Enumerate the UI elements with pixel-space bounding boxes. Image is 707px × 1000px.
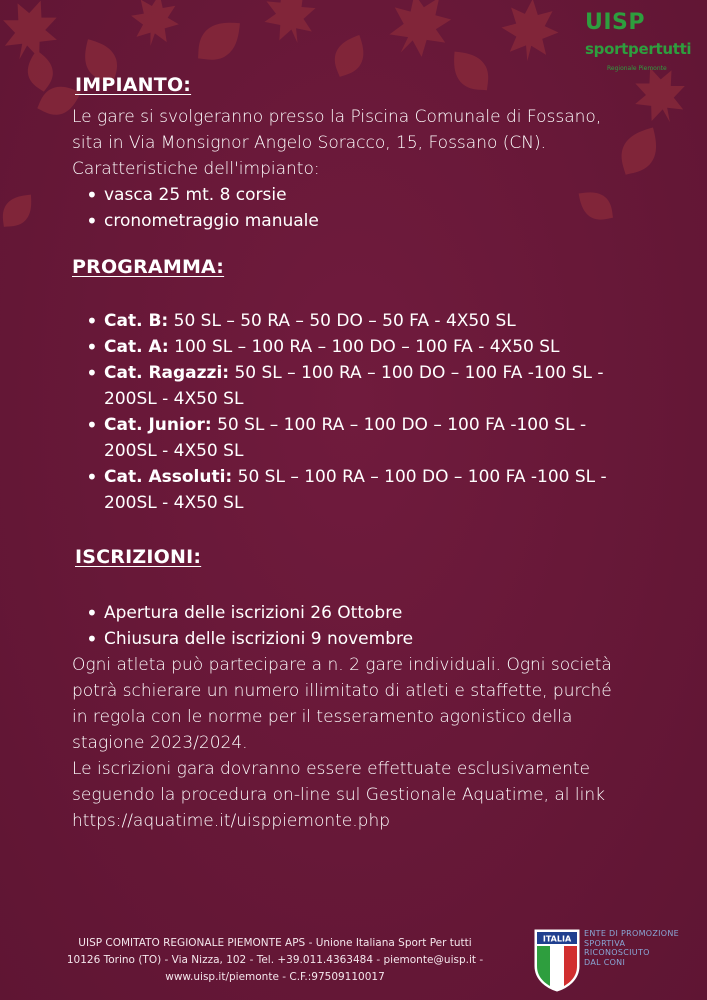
list-item: [104, 412, 662, 464]
iscrizioni-list: [72, 600, 662, 652]
iscrizioni-line: in regola con le norme per il tesseramento agonistico della: [72, 707, 573, 727]
iscrizioni-line: stagione 2023/2024.: [72, 733, 248, 753]
impianto-line-2: sita in Via Monsignor Angelo Soracco, 15, Fossano (CN).: [72, 133, 547, 153]
category-events: 50 SL – 50 RA – 50 DO – 50 FA - 4X50 SL: [168, 311, 516, 331]
coni-line-3: RICONOSCIUTO: [584, 948, 650, 957]
coni-line-2: SPORTIVA: [584, 938, 626, 948]
main-content: [72, 70, 662, 834]
category-events: 100 SL – 100 RA – 100 DO – 100 FA - 4X50 SL: [168, 337, 560, 357]
impianto-list: [72, 182, 662, 234]
category-label: Cat. A:: [104, 337, 169, 357]
list-item: • cronometraggio manuale: [104, 208, 662, 234]
iscrizioni-line: seguendo la procedura on-line sul Gestionale Aquatime, al link: [72, 785, 606, 805]
list-item: [104, 360, 662, 412]
category-label: Cat. Junior:: [104, 415, 212, 435]
logo-brand: UISP: [585, 10, 646, 35]
programma-heading: PROGRAMMA:: [72, 256, 225, 278]
category-label: Cat. B:: [104, 311, 169, 331]
iscrizioni-line: Le iscrizioni gara dovranno essere effettuate esclusivamente: [72, 759, 590, 779]
coni-line-1: ENTE DI PROMOZIONE: [584, 929, 680, 938]
category-events-cont: 200SL - 4X50 SL: [104, 441, 244, 461]
programma-list: [72, 308, 662, 516]
impianto-line-1: Le gare si svolgeranno presso la Piscina Comunale di Fossano,: [72, 107, 602, 127]
iscrizioni-heading: ISCRIZIONI:: [75, 546, 202, 568]
iscrizioni-line: potrà schierare un numero illimitato di atleti e staffette, purché: [72, 681, 612, 701]
list-item: [104, 334, 662, 360]
list-item: • vasca 25 mt. 8 corsie: [104, 182, 662, 208]
category-events: 50 SL – 100 RA – 100 DO – 100 FA -100 SL -: [232, 467, 607, 487]
footer-line-3: www.uisp.it/piemonte - C.F.:97509110017: [165, 971, 385, 983]
list-item: [104, 308, 662, 334]
iscrizioni-line: Ogni atleta può partecipare a n. 2 gare individuali. Ogni società: [72, 655, 612, 675]
impianto-line-3: Caratteristiche dell'impianto:: [72, 159, 320, 179]
category-events: 50 SL – 100 RA – 100 DO – 100 FA -100 SL -: [211, 415, 587, 435]
footer: [40, 935, 510, 986]
impianto-heading: IMPIANTO:: [75, 74, 192, 96]
list-item: • Apertura delle iscrizioni 26 Ottobre: [104, 600, 662, 626]
footer-line-1: UISP COMITATO REGIONALE PIEMONTE APS - Unione Italiana Sport Per tutti: [78, 937, 472, 949]
italia-shield-icon: [533, 928, 581, 992]
italia-badge-text: ITALIA: [542, 934, 572, 944]
list-item: • Chiusura delle iscrizioni 9 novembre: [104, 626, 662, 652]
aquatime-link[interactable]: https://aquatime.it/uisppiemonte.php: [72, 811, 391, 831]
logo-region: Regionale Piemonte: [607, 65, 667, 72]
footer-line-2: 10126 Torino (TO) - Via Nizza, 102 - Tel. +39.011.4363484 - piemonte@uisp.it -: [66, 954, 484, 966]
category-events-cont: 200SL - 4X50 SL: [104, 389, 244, 409]
category-events: 50 SL – 100 RA – 100 DO – 100 FA -100 SL -: [229, 363, 604, 383]
list-item: [104, 464, 662, 516]
category-label: Cat. Assoluti:: [104, 467, 233, 487]
category-events-cont: 200SL - 4X50 SL: [104, 493, 244, 513]
logo-tagline: sportpertutti: [585, 40, 692, 58]
category-label: Cat. Ragazzi:: [104, 363, 230, 383]
coni-recognition: [584, 929, 694, 967]
coni-line-4: DAL CONI: [584, 957, 626, 967]
